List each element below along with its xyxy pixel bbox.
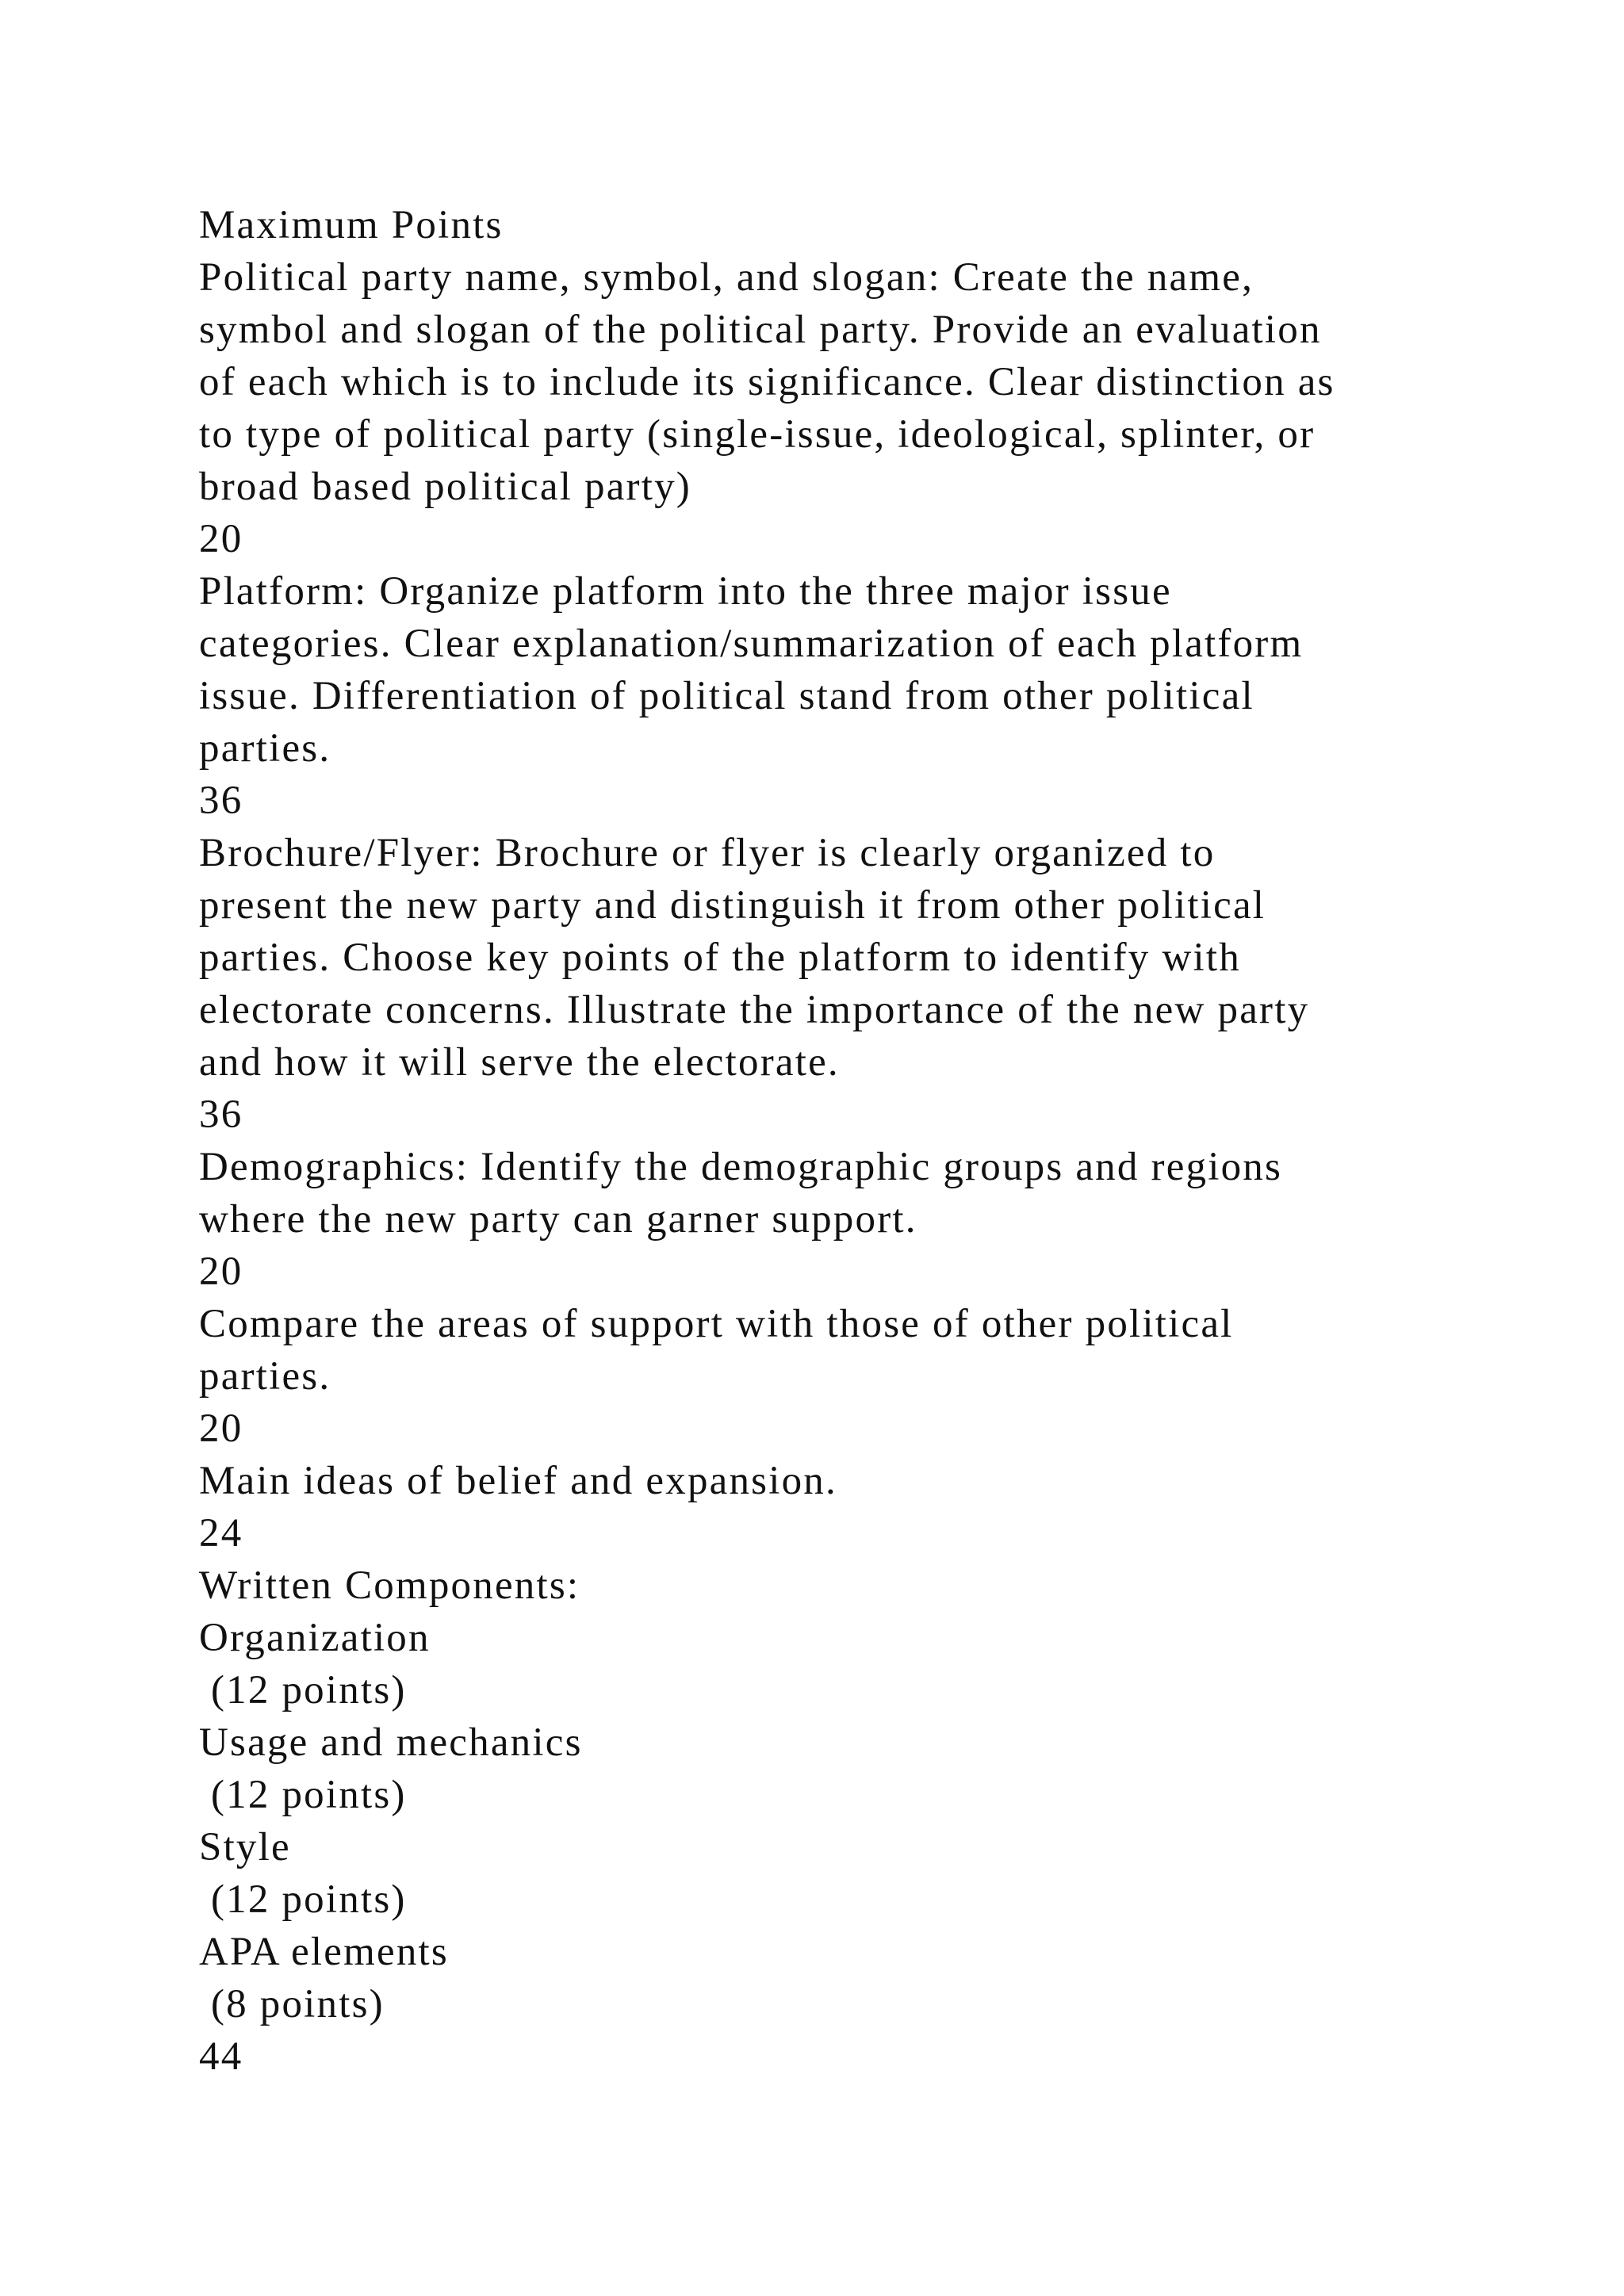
text-line: Demographics: Identify the demographic groups and regions	[199, 1145, 1283, 1189]
text-line: Main ideas of belief and expansion.	[199, 1459, 837, 1503]
text-line: where the new party can garner support.	[199, 1197, 917, 1242]
text-line: parties.	[199, 726, 331, 771]
text-line: APA elements	[199, 1930, 449, 1974]
text-line: Usage and mechanics	[199, 1720, 583, 1765]
text-line: Compare the areas of support with those of other political	[199, 1302, 1234, 1346]
text-line: to type of political party (single-issue, ideological, splinter, or	[199, 412, 1316, 457]
text-line: 36	[199, 779, 243, 823]
rubric-text	[199, 199, 1436, 2083]
text-line: 20	[199, 517, 243, 561]
text-line: Written Components:	[199, 1563, 580, 1608]
text-line: (12 points)	[199, 1773, 407, 1817]
text-line: issue. Differentiation of political stand from other political	[199, 674, 1254, 718]
text-line: symbol and slogan of the political party. Provide an evaluation	[199, 308, 1322, 352]
text-line: (12 points)	[199, 1877, 407, 1922]
text-line: Style	[199, 1825, 291, 1869]
text-line: and how it will serve the electorate.	[199, 1040, 840, 1085]
text-line: Political party name, symbol, and slogan: Create the name,	[199, 255, 1254, 300]
text-line: Maximum Points	[199, 203, 504, 247]
text-line: electorate concerns. Illustrate the importance of the new party	[199, 988, 1310, 1032]
text-line: broad based political party)	[199, 465, 691, 509]
text-line: (12 points)	[199, 1668, 407, 1712]
text-line: 44	[199, 2034, 243, 2079]
text-line: 36	[199, 1093, 243, 1137]
text-line: categories. Clear explanation/summarization of each platform	[199, 622, 1304, 666]
text-line: Organization	[199, 1616, 431, 1660]
text-line: 20	[199, 1249, 243, 1294]
text-line: Platform: Organize platform into the three major issue	[199, 569, 1172, 614]
text-line: (8 points)	[199, 1982, 385, 2026]
text-line: of each which is to include its significance. Clear distinction as	[199, 360, 1335, 404]
text-line: 24	[199, 1511, 243, 1556]
text-line: Brochure/Flyer: Brochure or flyer is clearly organized to	[199, 831, 1216, 875]
text-line: parties.	[199, 1354, 331, 1399]
text-line: 20	[199, 1406, 243, 1451]
text-line: present the new party and distinguish it from other political	[199, 883, 1266, 928]
text-line: parties. Choose key points of the platform to identify with	[199, 936, 1241, 980]
